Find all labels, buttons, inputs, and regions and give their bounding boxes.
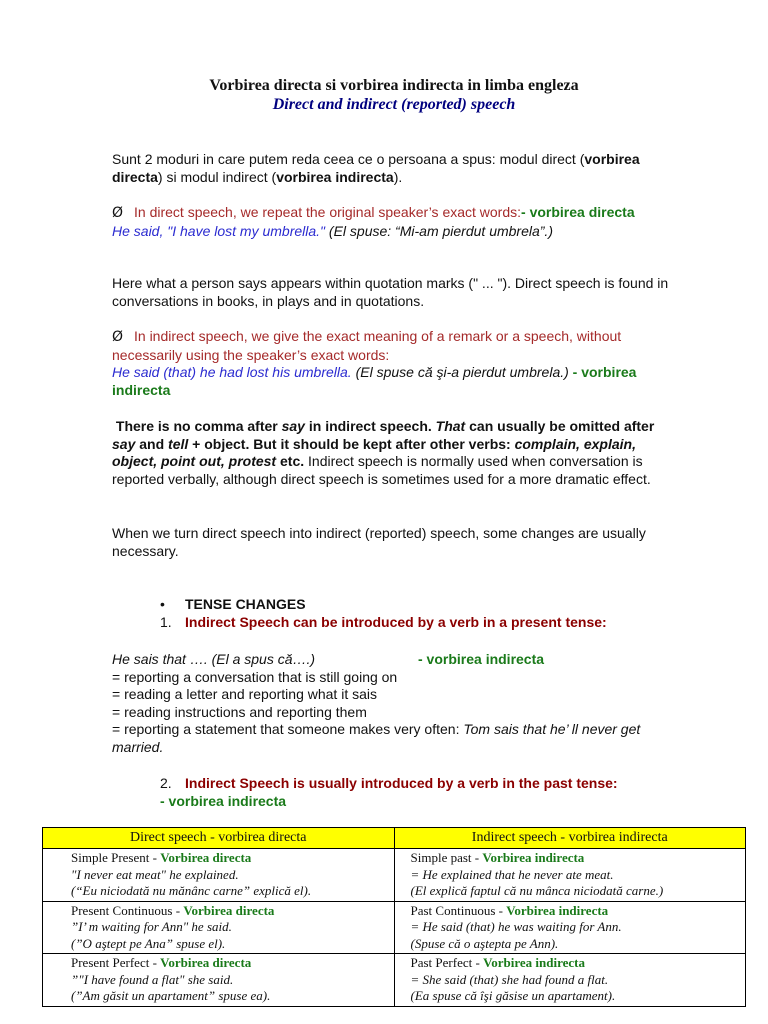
comma-verbs: complain, explain, object, point out, protest — [112, 435, 636, 469]
table-header-indirect: Indirect speech - vorbirea indirecta — [394, 828, 746, 849]
quotation-paragraph: Here what a person says appears within quotation marks (" ... "). Direct speech is found in conversations in books, in plays and in quotations. — [112, 275, 669, 309]
comma-text-4: and — [135, 435, 169, 452]
list-item-1 — [160, 614, 700, 632]
cell-translation: (Ea spuse că îşi găsise un apartament). — [410, 988, 616, 1003]
table-row — [43, 849, 746, 902]
cell-example: ”I’ m waiting for Ann" he said. — [71, 919, 232, 934]
present-example: He sais that …. (El a spus că….) — [112, 651, 316, 667]
indirect-rule: In indirect speech, we give the exact meaning of a remark or a speech, without necessarily using the speaker’s exact words: — [112, 328, 622, 363]
cell-example: ”"I have found a flat" she said. — [71, 971, 234, 987]
intro-text-2: ) si modul indirect ( — [157, 168, 277, 185]
tense-changes-heading — [160, 596, 700, 614]
cell-example: "I never eat meat" he explained. — [71, 866, 239, 882]
tense-changes-label: TENSE CHANGES — [185, 596, 306, 612]
comma-rule-paragraph — [112, 418, 672, 488]
table-row — [43, 954, 746, 1007]
indirect-speech-block — [112, 328, 672, 399]
cell-label: Vorbirea indirecta — [506, 902, 609, 918]
list-item-1-text: Indirect Speech can be introduced by a verb in a present tense: — [185, 614, 607, 630]
cell-example: = He said (that) he was waiting for Ann. — [410, 919, 622, 934]
direct-label: - vorbirea directa — [521, 204, 635, 220]
comma-text-5: + object. But it should be kept after other verbs: — [188, 435, 515, 452]
direct-rule: In direct speech, we repeat the original speaker’s exact words: — [134, 204, 522, 220]
present-line-4: = reporting a statement that someone makes very often: — [112, 721, 464, 737]
cell-example: = She said (that) she had found a flat. — [410, 971, 609, 987]
tense-table — [42, 827, 746, 1007]
empty-set-bullet-icon: Ø — [112, 205, 124, 221]
present-line-3: = reading instructions and reporting them — [112, 703, 367, 720]
list-item-2-text: Indirect Speech is usually introduced by a verb in the past tense: — [185, 775, 618, 791]
present-line-4-example: Tom sais that he’ ll never get married. — [112, 721, 641, 755]
cell-tense: Past Perfect - — [410, 955, 484, 970]
table-header-direct: Direct speech - vorbirea directa — [43, 828, 395, 849]
table-cell-indirect — [394, 901, 746, 954]
comma-tell: tell — [168, 435, 189, 452]
comma-that: That — [435, 418, 466, 434]
table-cell-direct — [43, 849, 395, 902]
indirect-label: - vorbirea indirecta — [112, 364, 637, 398]
intro-bold-2: vorbirea indirecta — [276, 168, 394, 185]
table-cell-direct — [43, 954, 395, 1007]
changes-paragraph: When we turn direct speech into indirect (reported) speech, some changes are usually necessary. — [112, 525, 646, 559]
table-header-row — [43, 828, 746, 849]
present-tense-block — [112, 651, 672, 756]
comma-text-2: in indirect speech. — [304, 418, 436, 434]
comma-text-1: There is no comma after — [115, 418, 282, 434]
intro-paragraph — [112, 151, 672, 186]
direct-example: He said, "I have lost my umbrella." — [112, 222, 326, 239]
table-cell-indirect — [394, 954, 746, 1007]
table-row — [43, 901, 746, 954]
intro-text-1: Sunt 2 moduri in care putem reda ceea ce o persoana a spus: modul direct ( — [112, 151, 585, 167]
table-cell-indirect — [394, 849, 746, 902]
cell-label: Vorbirea indirecta — [482, 850, 585, 865]
cell-tense: Present Continuous - — [71, 902, 184, 918]
indirect-example: He said (that) he had lost his umbrella. — [112, 364, 352, 380]
present-line-1: = reporting a conversation that is still going on — [112, 668, 398, 685]
intro-bold-1: vorbirea directa — [112, 151, 640, 185]
cell-label: Vorbirea directa — [183, 902, 275, 918]
list-number-2: 2. — [160, 775, 172, 791]
indirect-translation: (El spuse că şi-a pierdut umbrela.) — [351, 364, 569, 380]
cell-tense: Present Perfect - — [71, 955, 161, 970]
cell-tense: Past Continuous - — [410, 902, 507, 918]
cell-translation: (“Eu niciodată nu mănânc carne” explică el). — [71, 883, 312, 898]
cell-translation: (”Am găsit un apartament” spuse ea). — [71, 988, 271, 1003]
comma-text-3: can usually be omitted after — [465, 418, 655, 434]
empty-set-bullet-icon: Ø — [112, 329, 124, 345]
document-title: Vorbirea directa si vorbirea indirecta in limba engleza — [209, 77, 579, 94]
cell-tense: Simple past - — [410, 850, 483, 865]
direct-speech-block — [112, 204, 672, 240]
cell-example: = He explained that he never ate meat. — [410, 866, 614, 882]
bullet-icon: • — [160, 596, 165, 612]
comma-say-2: say — [112, 435, 136, 452]
present-line-2: = reading a letter and reporting what it sais — [112, 686, 377, 702]
comma-text-7: Indirect speech is normally used when conversation is reported verbally, although direct speech is sometimes used for a more dramatic effect. — [112, 453, 651, 487]
document-subtitle: Direct and indirect (reported) speech — [272, 96, 516, 113]
cell-translation: (”O aştept pe Ana” spuse el). — [71, 935, 226, 951]
cell-label: Vorbirea indirecta — [483, 955, 586, 970]
present-label: - vorbirea indirecta — [418, 651, 545, 667]
list-item-2 — [160, 775, 700, 810]
cell-translation: (El explică faptul că nu mânca niciodată carne.) — [410, 883, 664, 898]
comma-say-1: say — [281, 418, 305, 434]
cell-label: Vorbirea directa — [160, 850, 252, 865]
cell-translation: (Spuse că o aştepta pe Ann). — [410, 935, 559, 951]
direct-translation: (El spuse: “Mi-am pierdut umbrela”.) — [325, 222, 553, 239]
list-number-1: 1. — [160, 614, 172, 630]
cell-label: Vorbirea directa — [160, 955, 252, 970]
intro-text-3: ). — [393, 168, 403, 185]
comma-text-6: etc. — [276, 453, 305, 469]
list-item-2-label: - vorbirea indirecta — [160, 792, 287, 809]
cell-tense: Simple Present - — [71, 850, 161, 865]
table-cell-direct — [43, 901, 395, 954]
